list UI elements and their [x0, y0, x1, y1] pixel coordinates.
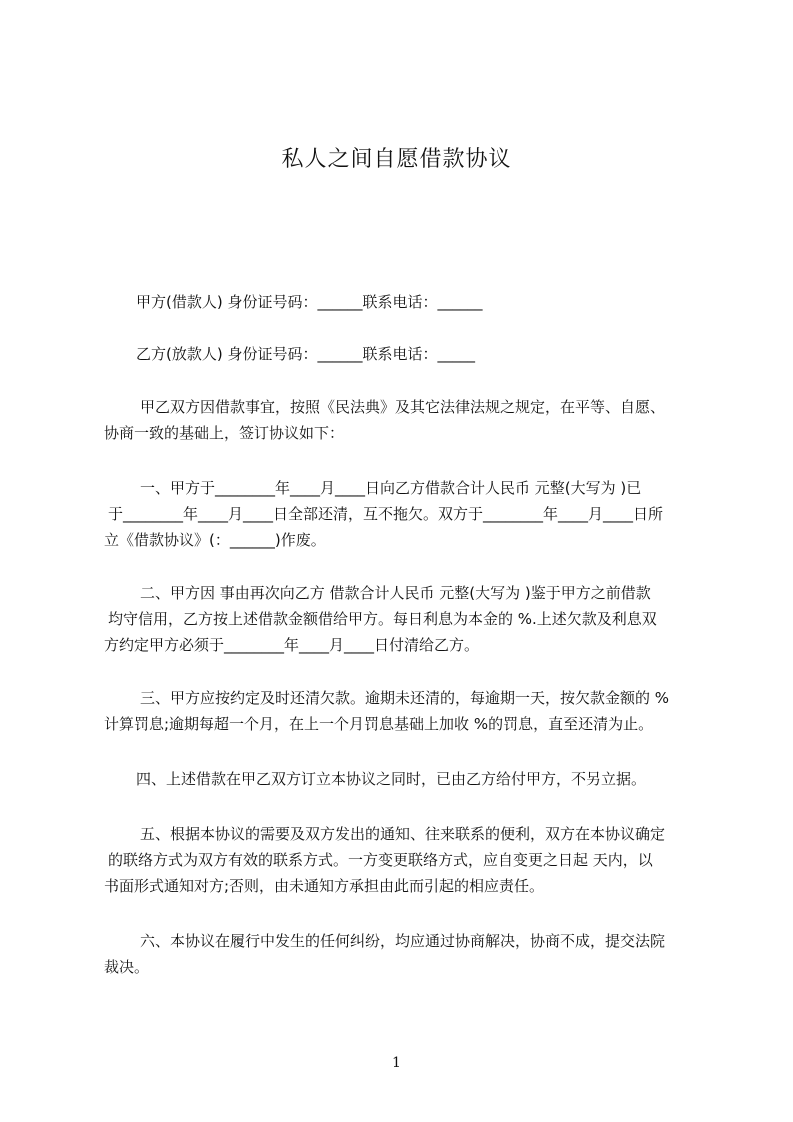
clause-1-line-3: 立《借款协议》(：______)作废。 [104, 531, 326, 549]
clause-5-line-3: 书面形式通知对方;否则，由未通知方承担由此而引起的相应责任。 [104, 877, 545, 895]
clause-6-line-2: 裁决。 [104, 958, 150, 976]
clause-6 [104, 928, 704, 980]
clause-2-line-3: 方约定甲方必须于________年____月____日付清给乙方。 [104, 636, 480, 654]
clause-3-line-2: 计算罚息;逾期每超一个月，在上一个月罚息基础上加收 %的罚息，直至还清为止。 [104, 715, 654, 733]
clause-4: 四、上述借款在甲乙双方订立本协议之同时，已由乙方给付甲方，不另立据。 [136, 770, 647, 788]
clause-3 [104, 685, 704, 737]
intro-paragraph [104, 394, 704, 446]
clause-1 [104, 475, 704, 553]
intro-line-1: 甲乙双方因借款事宜，按照《民法典》及其它法律法规之规定，在平等、自愿、 [140, 398, 666, 416]
page-title: 私人之间自愿借款协议 [281, 147, 512, 172]
clause-5 [104, 821, 704, 899]
clause-1-line-2: 于________年____月____日全部还清，互不拖欠。双方于________年____月____日所 [108, 505, 664, 523]
intro-line-2: 协商一致的基础上，签订协议如下： [104, 424, 345, 442]
page-number: 1 [392, 1055, 401, 1071]
clause-5-line-1: 五、根据本协议的需要及双方发出的通知、往来联系的便利，双方在本协议确定 [140, 825, 666, 843]
clause-2-line-1: 二、甲方因 事由再次向乙方 借款合计人民币 元整(大写为 )鉴于甲方之前借款 [140, 584, 651, 602]
clause-2 [104, 580, 704, 658]
party-b-line: 乙方(放款人) 身份证号码：______联系电话：_____ [136, 345, 475, 363]
clause-3-line-1: 三、甲方应按约定及时还清欠款。逾期未还清的，每逾期一天，按欠款金额的 % [140, 689, 670, 707]
party-a-line: 甲方(借款人) 身份证号码：______联系电话：______ [136, 293, 483, 311]
clause-6-line-1: 六、本协议在履行中发生的任何纠纷，均应通过协商解决，协商不成，提交法院 [140, 932, 666, 950]
clause-5-line-2: 的联络方式为双方有效的联系方式。一方变更联络方式，应自变更之日起 天内，以 [108, 851, 653, 869]
clause-1-line-1: 一、甲方于________年____月____日向乙方借款合计人民币 元整(大写为 )已 [140, 479, 642, 497]
clause-2-line-2: 均守信用，乙方按上述借款金额借给甲方。每日利息为本金的 %.上述欠款及利息双 [108, 610, 657, 628]
